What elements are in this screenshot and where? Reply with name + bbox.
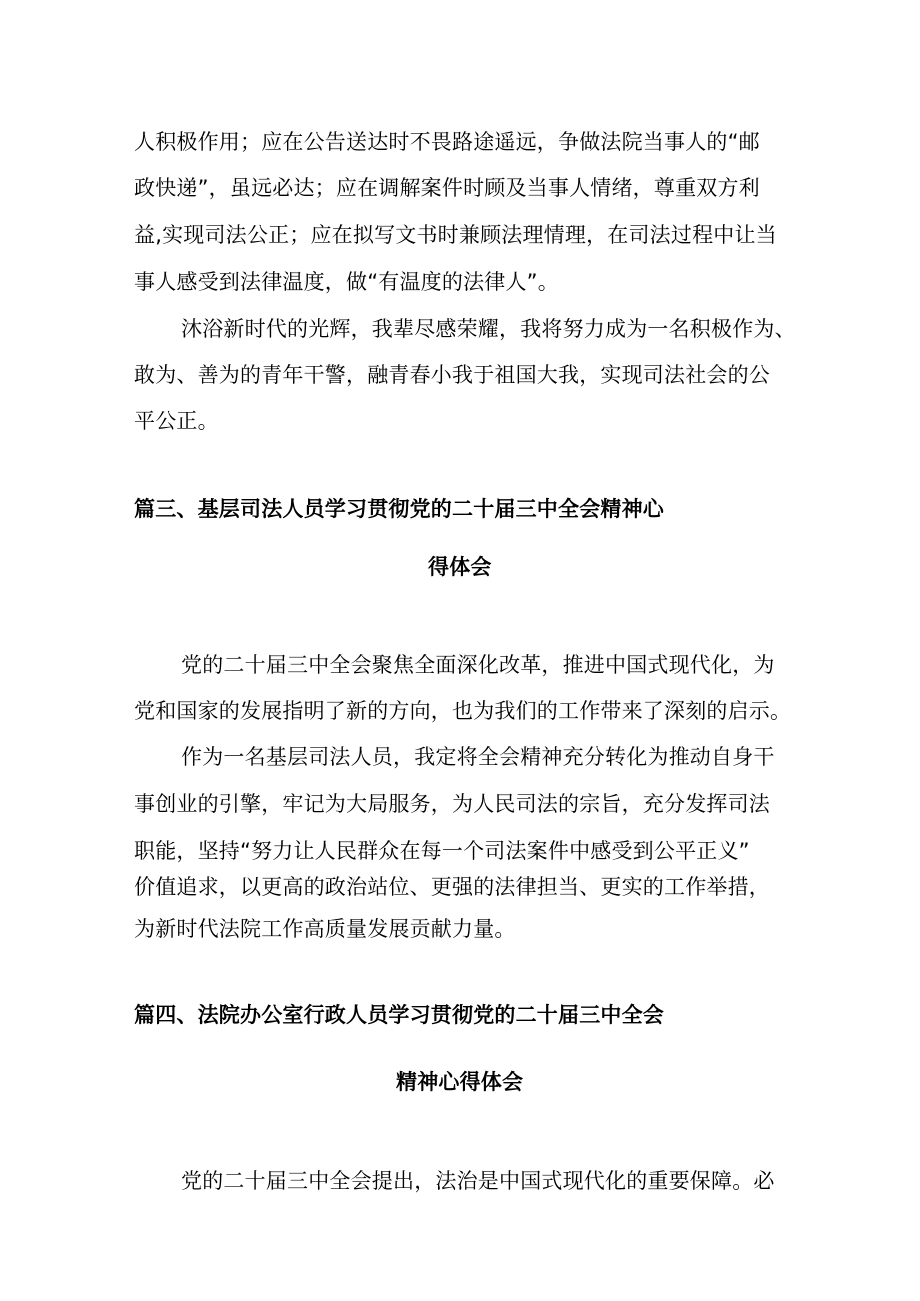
section-title-line: 篇三、基层司法人员学习贯彻党的二十届三中全会精神心 <box>134 497 664 521</box>
section-title-line: 精神心得体会 <box>396 1070 524 1094</box>
text-line: 党的二十届三中全会聚焦全面深化改革，推进中国式现代化，为 <box>181 653 775 677</box>
text-line: 平公正。 <box>134 409 219 433</box>
text-line: 沐浴新时代的光辉，我辈尽感荣耀，我将努力成为一名积极作为、 <box>181 317 796 341</box>
section-title-line: 篇四、法院办公室行政人员学习贯彻党的二十届三中全会 <box>134 1003 664 1027</box>
text-line: 事人感受到法律温度，做“有温度的法律人”。 <box>134 270 559 294</box>
text-line: 政快递”，虽远必达；应在调解案件时顾及当事人情绪，尊重双方利 <box>134 176 760 200</box>
text-line: 职能，坚持“努力让人民群众在每一个司法案件中感受到公平正义” <box>134 839 750 863</box>
text-line: 事创业的引擎，牢记为大局服务，为人民司法的宗旨，充分发挥司法 <box>134 792 770 816</box>
text-line: 作为一名基层司法人员，我定将全会精神充分转化为推动自身干 <box>181 745 775 769</box>
text-line: 为新时代法院工作高质量发展贡献力量。 <box>134 917 516 941</box>
text-line: 人积极作用；应在公告送达时不畏路途遥远，争做法院当事人的“邮 <box>134 130 760 154</box>
text-line: 价值追求，以更高的政治站位、更强的法律担当、更实的工作举措， <box>134 875 770 899</box>
text-line: 益,实现司法公正；应在拟写文书时兼顾法理情理，在司法过程中让当 <box>134 223 777 247</box>
text-line: 党和国家的发展指明了新的方向，也为我们的工作带来了深刻的启示。 <box>134 699 792 723</box>
text-line: 敢为、善为的青年干警，融青春小我于祖国大我，实现司法社会的公 <box>134 363 770 387</box>
text-line: 党的二十届三中全会提出，法治是中国式现代化的重要保障。必 <box>181 1169 775 1193</box>
section-title-line: 得体会 <box>428 555 492 579</box>
